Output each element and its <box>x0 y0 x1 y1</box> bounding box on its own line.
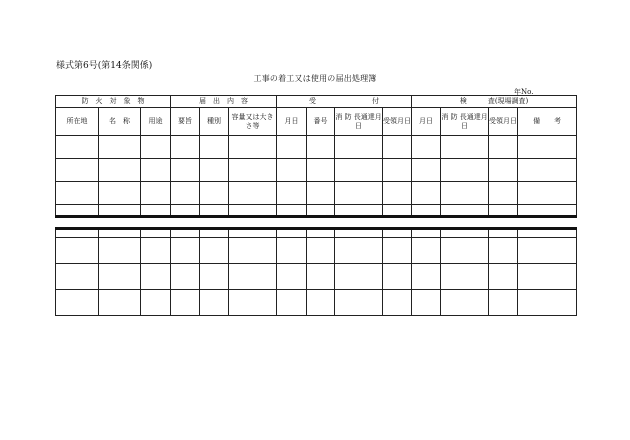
col-reception-date: 月日 <box>277 108 307 136</box>
table-row <box>56 136 577 159</box>
col-use: 用途 <box>141 108 171 136</box>
group-fire-target: 防 火 対 象 物 <box>56 96 171 108</box>
col-type: 種別 <box>200 108 229 136</box>
col-name: 名 称 <box>99 108 141 136</box>
table-row <box>56 229 577 238</box>
group-inspection: 検 査(現場調査) <box>412 96 577 108</box>
table-row <box>56 264 577 290</box>
col-inspection-received-date: 受領月日 <box>489 108 518 136</box>
table-row <box>56 238 577 264</box>
col-remarks: 備 考 <box>518 108 577 136</box>
table-row <box>56 159 577 182</box>
form-code: 様式第6号(第14条関係) <box>56 61 153 71</box>
table-row <box>56 290 577 316</box>
col-number: 番号 <box>307 108 335 136</box>
group-notification-content: 届 出 内 容 <box>171 96 277 108</box>
col-reception-received-date: 受領月日 <box>383 108 412 136</box>
col-location: 所在地 <box>56 108 99 136</box>
table-row <box>56 205 577 217</box>
table-row <box>56 182 577 205</box>
column-header-row <box>56 108 577 136</box>
col-summary: 要旨 <box>171 108 200 136</box>
col-inspection-date: 月日 <box>412 108 441 136</box>
col-inspection-notice-date: 消 防 長通達月日 <box>441 108 489 136</box>
page-separator <box>56 217 577 229</box>
group-reception: 受 付 <box>277 96 412 108</box>
form-title: 工事の着工又は使用の届出処理簿 <box>253 74 377 83</box>
group-header-row <box>56 96 577 108</box>
col-reception-notice-date: 消 防 長通達月日 <box>335 108 383 136</box>
processing-ledger-table <box>55 95 577 316</box>
year-number-label: 年No. <box>514 88 534 96</box>
col-capacity: 容量又は大きさ等 <box>229 108 277 136</box>
